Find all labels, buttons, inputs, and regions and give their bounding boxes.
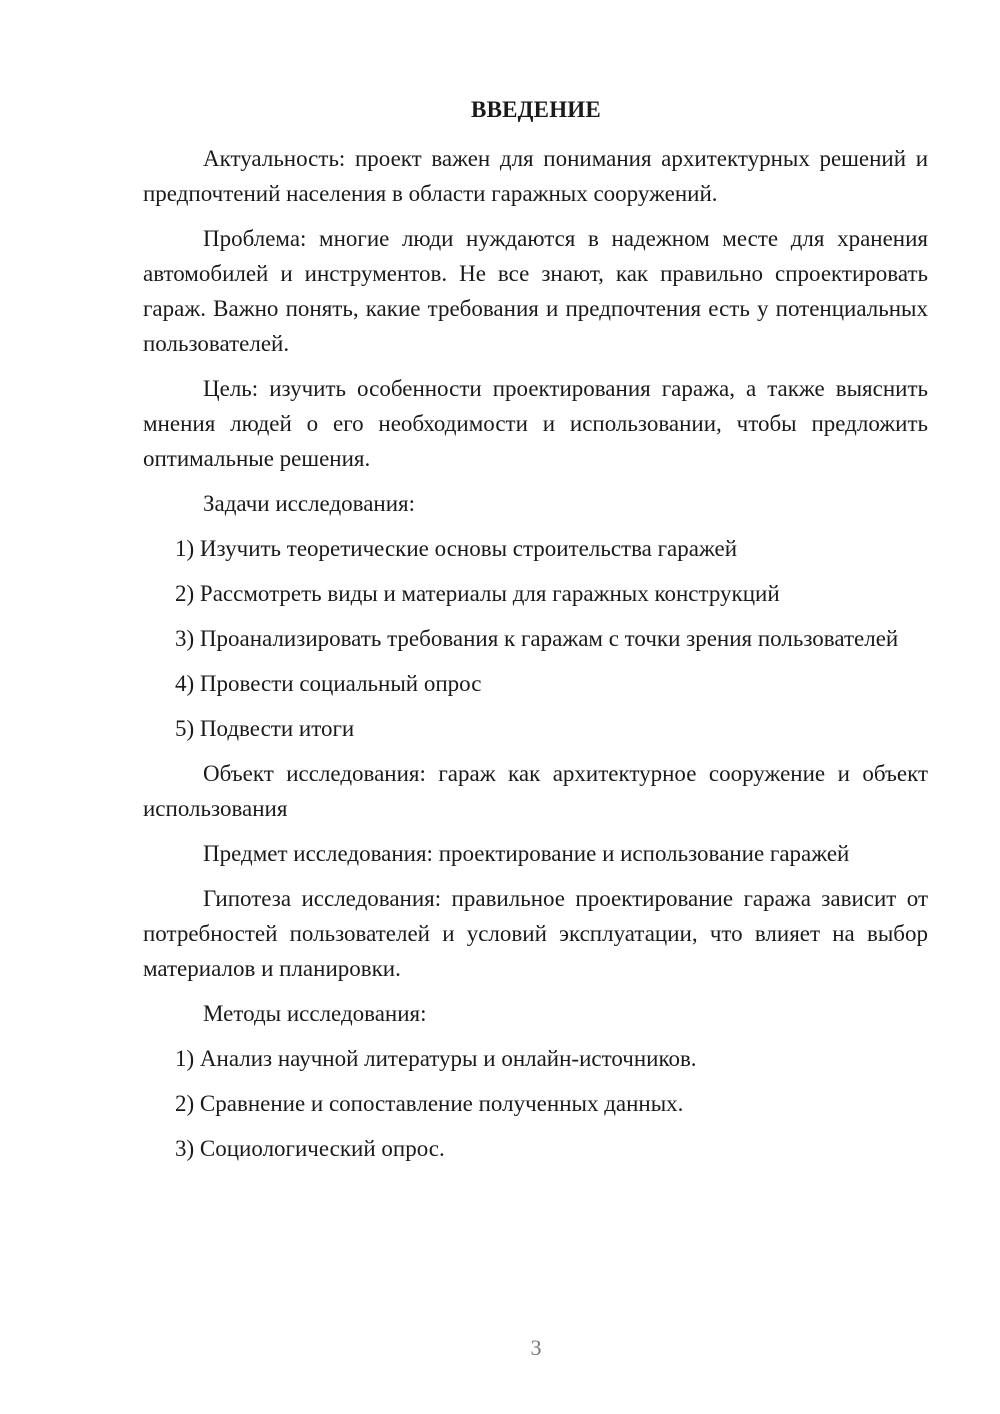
list-item: 3) Проанализировать требования к гаражам с точки зрения пользователей <box>175 626 899 651</box>
list-item: 4) Провести социальный опрос <box>175 671 482 696</box>
list-item: 1) Изучить теоретические основы строительства гаражей <box>175 536 738 561</box>
hypothesis-paragraph: Гипотеза исследования: правильное проектирование гаража зависит от потребностей пользователей и условий эксплуатации, что влияет на выбор материалов и планировки. <box>143 886 928 981</box>
page-number: 3 <box>530 1335 542 1360</box>
list-item: 2) Сравнение и сопоставление полученных данных. <box>175 1091 684 1116</box>
list-item: 3) Социологический опрос. <box>175 1136 445 1161</box>
methods-heading: Методы исследования: <box>203 1001 427 1026</box>
problem-paragraph: Проблема: многие люди нуждаются в надежном месте для хранения автомобилей и инструментов. Не все знают, как правильно спроектировать гараж. Важно понять, какие требования и предпочтения есть у потенциальных пользователей. <box>143 226 928 356</box>
goal-paragraph: Цель: изучить особенности проектирования гаража, а также выяснить мнения людей о его необходимости и использовании, чтобы предложить оптимальные решения. <box>143 376 928 471</box>
document-body <box>143 141 928 1176</box>
subject-paragraph: Предмет исследования: проектирование и использование гаражей <box>203 841 850 866</box>
relevance-paragraph: Актуальность: проект важен для понимания архитектурных решений и предпочтений населения в области гаражных сооружений. <box>143 146 928 206</box>
list-item: 2) Рассмотреть виды и материалы для гаражных конструкций <box>175 581 780 606</box>
list-item: 1) Анализ научной литературы и онлайн-источников. <box>175 1046 697 1071</box>
object-paragraph: Объект исследования: гараж как архитектурное сооружение и объект использования <box>143 761 928 821</box>
tasks-heading: Задачи исследования: <box>203 491 416 516</box>
list-item: 5) Подвести итоги <box>175 716 355 741</box>
page-title: ВВЕДЕНИЕ <box>471 97 601 122</box>
